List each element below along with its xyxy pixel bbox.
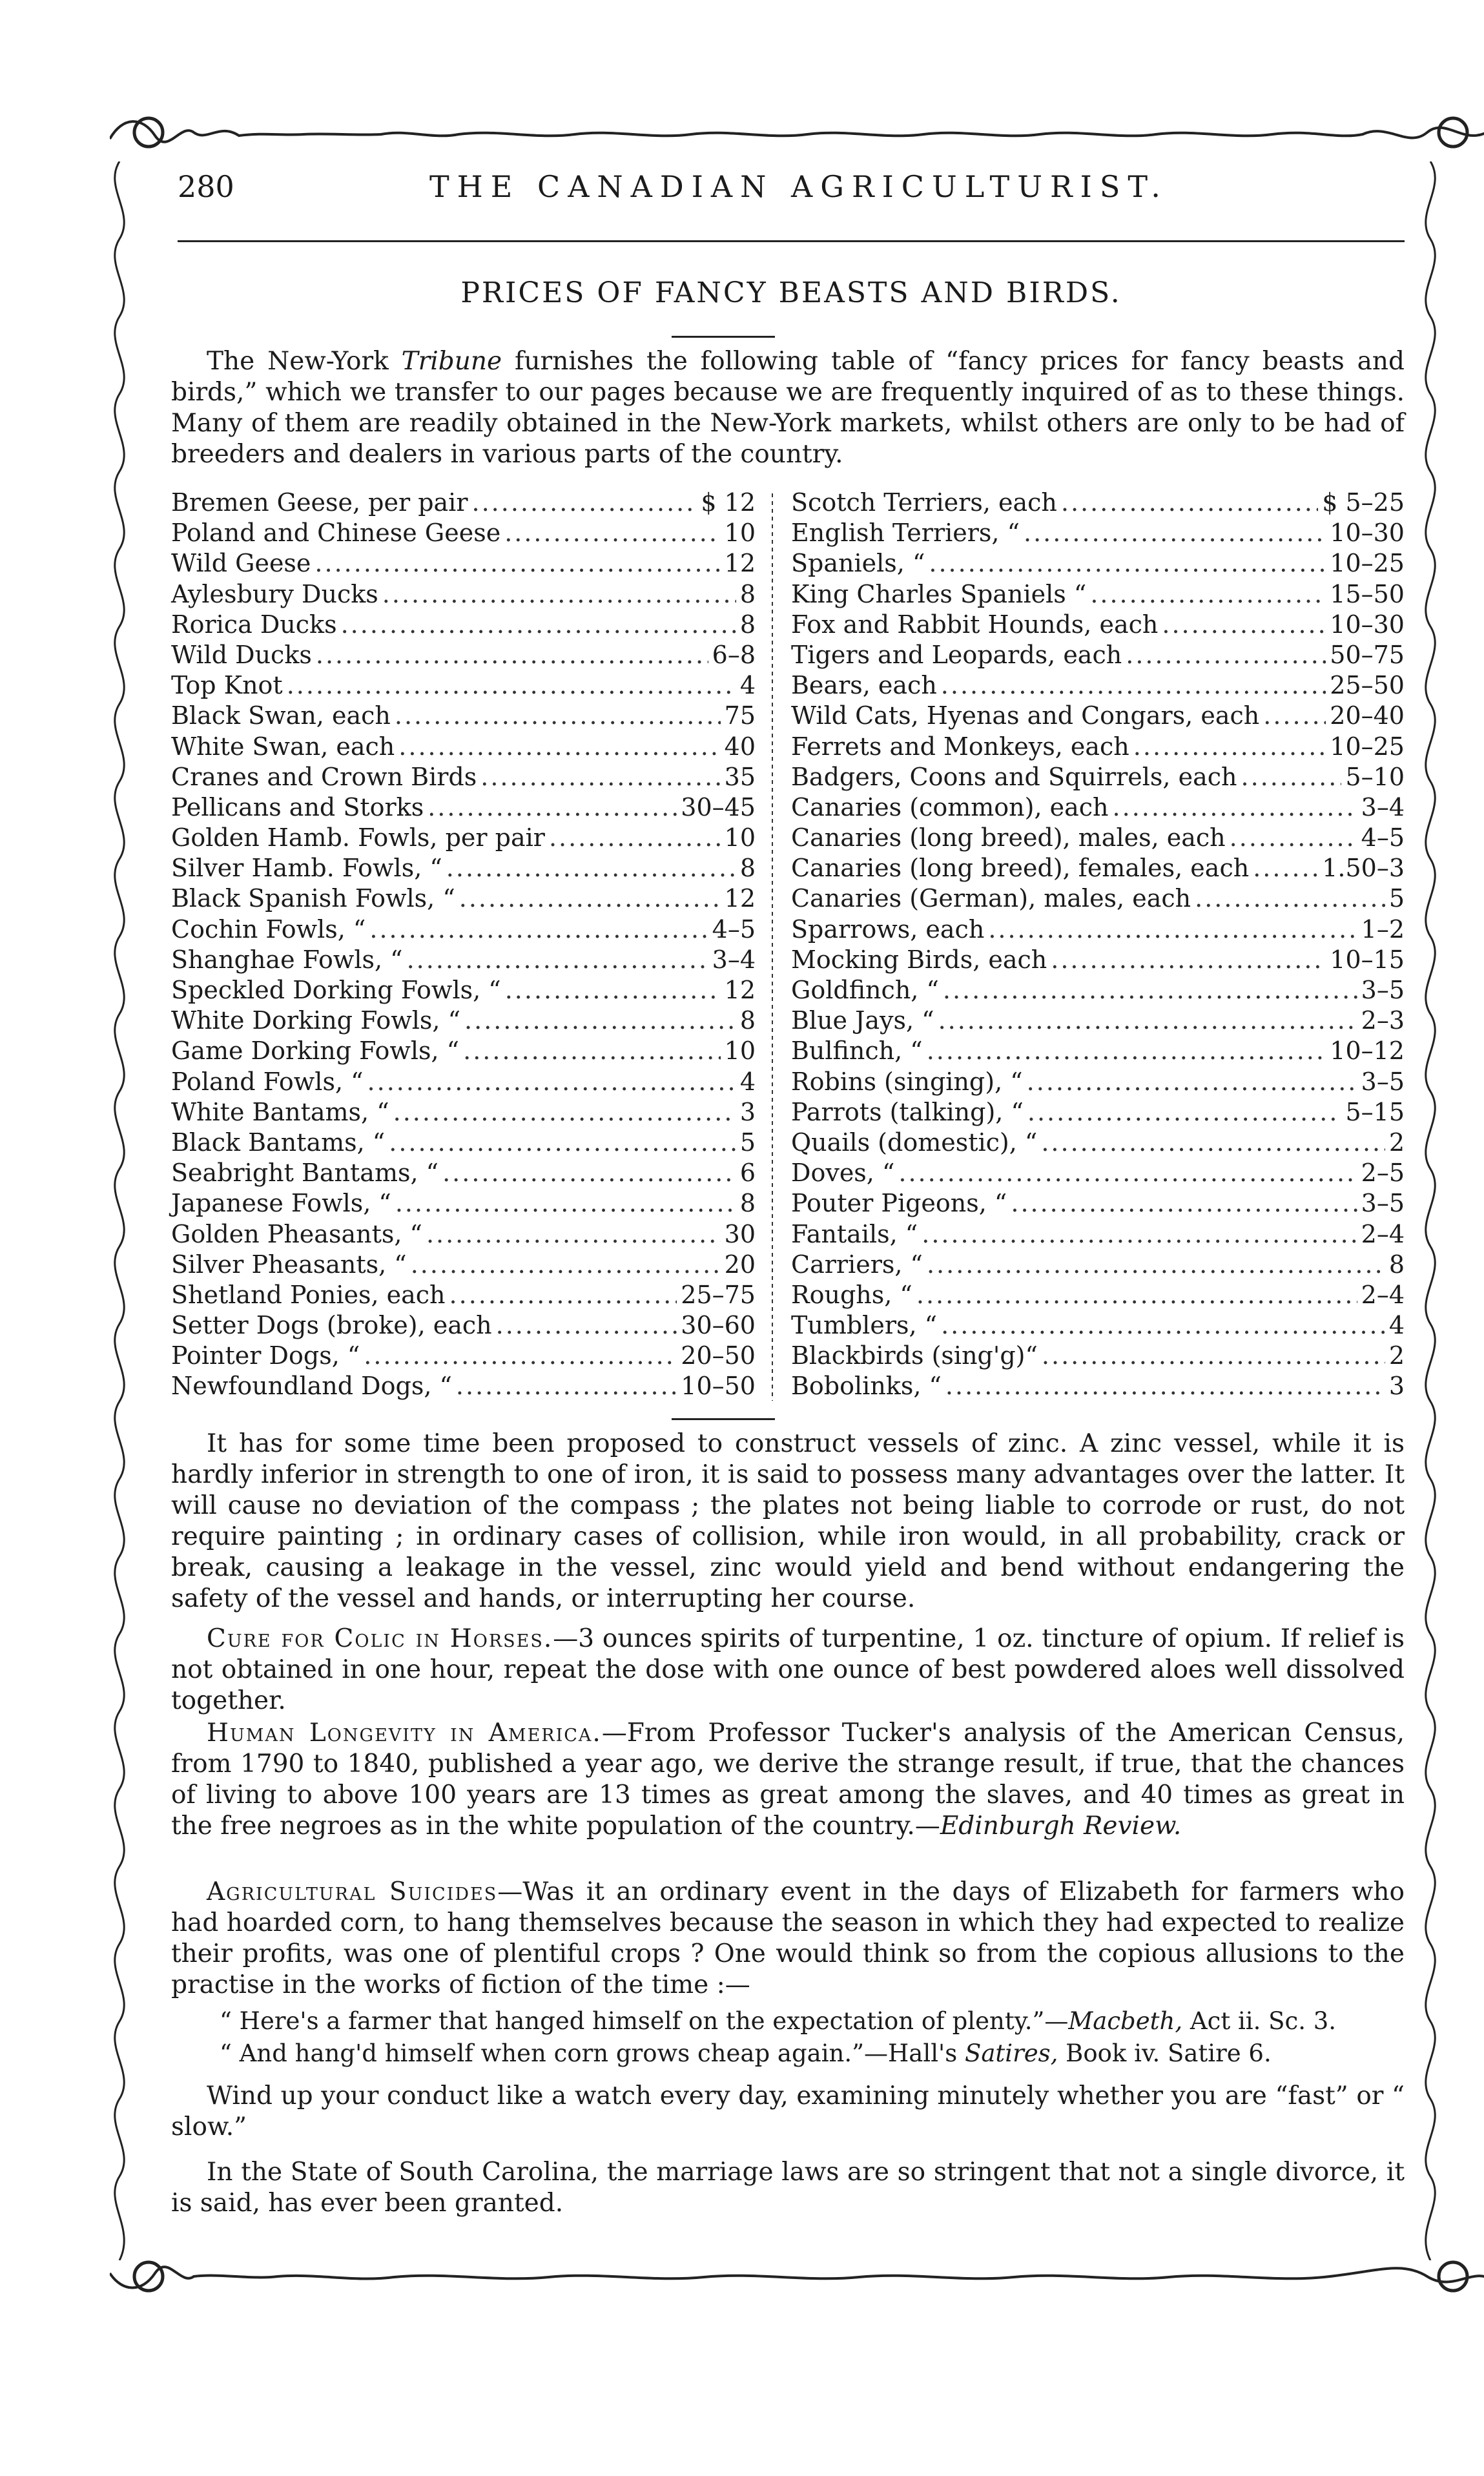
item-name: Fantails, “ [791,1219,918,1248]
dot-leader [898,1159,1357,1187]
suicides-heading: Agricultural Suicides [207,1877,498,1906]
item-price: 12 [724,549,756,578]
price-row [171,976,756,1006]
price-row [171,1281,756,1311]
dot-leader [1230,823,1357,852]
item-name: Canaries (long breed), females, each [791,854,1250,883]
title-rule [672,336,775,338]
dot-leader [929,549,1326,577]
page-number: 280 [178,169,234,204]
price-row [791,1189,1405,1219]
dot-leader [369,915,708,944]
item-price: 25–75 [681,1280,756,1309]
price-row [171,1128,756,1159]
item-price: 4 [1388,1311,1405,1340]
item-name: Spaniels, “ [791,549,925,578]
dot-leader [1027,1068,1357,1096]
dot-leader [941,1311,1385,1339]
item-name: Wild Ducks [171,640,312,669]
dot-leader [505,976,721,1004]
page-header [178,169,1405,208]
dot-leader [442,1159,736,1187]
item-name: Goldfinch, “ [791,976,939,1004]
item-price: 15–50 [1330,579,1405,608]
item-price: 25–50 [1330,671,1405,700]
price-row [171,1037,756,1067]
price-row [171,915,756,945]
item-price: 8 [739,854,756,883]
item-name: Black Swan, each [171,701,391,730]
price-row [791,1220,1405,1250]
dot-leader [1011,1189,1357,1217]
price-row [791,671,1405,701]
article-title: PRICES OF FANCY BEASTS AND BIRDS. [460,276,1122,309]
price-row [171,1189,756,1219]
item-name: Badgers, Coons and Squirrels, each [791,762,1237,791]
longevity-paragraph [171,1718,1405,1842]
item-price: 2–4 [1361,1280,1405,1309]
price-row [171,1068,756,1098]
dot-leader [943,976,1357,1004]
dot-leader [411,1250,721,1279]
item-name: Canaries (common), each [791,792,1109,821]
item-price: 1–2 [1361,914,1405,944]
item-name: Carriers, “ [791,1250,923,1279]
item-name: Fox and Rabbit Hounds, each [791,610,1159,639]
price-row [791,1250,1405,1281]
intro-text-end: furnishes the following table of “fancy prices for fancy beasts and birds,” which we transfer to our pages because we are frequently inquired of as to these things. Many of them are readily obtained in the New-York markets, whilst others are only to be had of breeders and dealers in various parts of the country. [171,347,1405,469]
item-name: Pellicans and Storks [171,792,424,821]
dot-leader [472,488,697,517]
item-name: Quails (domestic), “ [791,1128,1038,1157]
longevity-heading: Human Longevity in America. [207,1718,602,1748]
price-row [171,641,756,671]
item-price: 3 [1388,1372,1405,1401]
quote-macbeth [220,2006,1408,2037]
price-row [171,519,756,549]
price-row [171,793,756,823]
item-price: 4 [739,671,756,700]
price-row [791,1159,1405,1189]
quote-hall-text: “ And hang'd himself when corn grows cheap again.”—Hall's [220,2039,965,2067]
dot-leader [314,549,720,577]
price-row [791,793,1405,823]
item-price: 35 [724,762,756,791]
item-name: Game Dorking Fowls, “ [171,1037,460,1066]
dot-leader [389,1128,736,1157]
price-row [171,884,756,914]
dot-leader [1090,580,1326,608]
item-name: Poland and Chinese Geese [171,519,501,548]
dot-leader [395,701,721,730]
price-row [791,519,1405,549]
item-price: 30–60 [681,1311,756,1340]
dot-leader [945,1372,1385,1400]
dot-leader [395,1189,736,1217]
item-price: 50–75 [1330,640,1405,669]
item-name: Blackbirds (sing'g)“ [791,1341,1038,1370]
item-name: Silver Hamb. Fowls, “ [171,854,442,883]
item-name: Shanghae Fowls, “ [171,945,403,974]
price-row [791,1281,1405,1311]
item-price: 2–3 [1361,1006,1405,1035]
item-price: 5 [739,1128,756,1157]
section-rule [672,1418,775,1420]
item-name: Cochin Fowls, “ [171,914,366,944]
price-row [791,854,1405,884]
price-row [171,671,756,701]
item-name: Black Bantams, “ [171,1128,386,1157]
price-row [171,610,756,641]
item-name: Sparrows, each [791,914,985,944]
price-row [791,823,1405,854]
item-price: 2 [1388,1341,1405,1370]
price-row [791,1037,1405,1067]
item-price: 8 [739,579,756,608]
dot-leader [341,610,736,639]
price-row [791,1006,1405,1037]
item-price: 30–45 [681,792,756,821]
dot-leader [428,793,677,821]
item-price: 30 [724,1219,756,1248]
dot-leader [1061,488,1318,517]
item-price: 5–10 [1345,762,1405,791]
quote-macbeth-source: Macbeth, [1068,2007,1183,2035]
item-price: 10 [724,823,756,852]
dot-leader [1253,854,1318,882]
item-price: 3 [739,1097,756,1126]
item-price: 4 [739,1067,756,1096]
item-price: 8 [739,1189,756,1218]
dot-leader [927,1250,1385,1279]
item-price: 3–4 [712,945,756,974]
dot-leader [1113,793,1357,821]
item-price: 10 [724,1037,756,1066]
carolina-paragraph: In the State of South Carolina, the marriage laws are so stringent that not a single divorce, it is said, has ever been granted. [171,2158,1405,2218]
suicides-body: —Was it an ordinary event in the days of Elizabeth for farmers who had hoarded corn, to hang themselves because the season in which they had expected to realize their profits, was one of plentiful crops ? One would think so from the copious allusions to the practise in the works of fiction of the time :— [171,1877,1405,1999]
item-price: 5 [1388,884,1405,913]
item-name: English Terriers, “ [791,519,1020,548]
dot-leader [287,671,736,699]
item-name: Japanese Fowls, “ [171,1189,391,1218]
dot-leader [916,1281,1357,1309]
price-row [791,701,1405,732]
dot-leader [1263,701,1326,730]
price-row [791,1372,1405,1402]
price-row [171,823,756,854]
price-row [791,915,1405,945]
item-name: Doves, “ [791,1159,895,1188]
dot-leader [459,884,721,913]
price-row [791,641,1405,671]
item-name: Pouter Pigeons, “ [791,1189,1007,1218]
price-row [171,1098,756,1128]
quote-hall-ref: Book iv. Satire 6. [1058,2039,1272,2067]
suicides-paragraph [171,1877,1405,2001]
item-price: 20 [724,1250,756,1279]
item-name: Aylesbury Ducks [171,579,378,608]
item-price: 12 [724,976,756,1004]
item-name: Wild Geese [171,549,311,578]
price-row [791,976,1405,1006]
item-price: 6 [739,1159,756,1188]
dot-leader [393,1098,736,1126]
item-name: Tumblers, “ [791,1311,938,1340]
colic-heading: Cure for Colic in Horses. [207,1624,553,1653]
dot-leader [446,854,736,882]
item-name: Cranes and Crown Birds [171,762,477,791]
item-price: 4–5 [712,914,756,944]
dot-leader [480,763,720,791]
item-price: 40 [724,732,756,761]
dot-leader [1051,945,1326,974]
item-name: Mocking Birds, each [791,945,1047,974]
item-price: 8 [739,1006,756,1035]
ornamental-border-right [1408,161,1453,2260]
item-name: Bears, each [791,671,937,700]
dot-leader [1126,641,1326,669]
item-name: Bobolinks, “ [791,1372,942,1401]
item-price: 8 [739,610,756,639]
item-price: 10 [724,519,756,548]
item-price: 20–50 [681,1341,756,1370]
dot-leader [449,1281,677,1309]
price-column-left [171,488,756,1403]
item-price: 10–12 [1330,1037,1405,1066]
item-name: Seabright Bantams, “ [171,1159,439,1188]
zinc-paragraph: It has for some time been proposed to construct vessels of zinc. A zinc vessel, while it is hardly inferior in strength to one of iron, it is said to possess many advantages over the latter. It will cause no deviation of the compass ; the plates not being liable to corrode or rust, do not require painting ; in ordinary cases of collision, while iron would, in all probability, crack or break, causing a leakage in the vessel, zinc would yield and bend without endangering the safety of the vessel and hands, or interrupting her course. [171,1429,1405,1613]
item-price: 20–40 [1330,701,1405,730]
item-price: 1.50–3 [1322,854,1405,883]
price-row [171,1341,756,1372]
item-price: 75 [724,701,756,730]
price-row [171,945,756,976]
price-row [791,1098,1405,1128]
item-price: 2–5 [1361,1159,1405,1188]
item-price: 3–5 [1361,976,1405,1004]
item-name: Bremen Geese, per pair [171,488,468,517]
item-price: $ 12 [701,488,756,517]
ornamental-border-top [110,110,1484,155]
dot-leader [316,641,708,669]
item-price: 10–25 [1330,549,1405,578]
item-price: 4–5 [1361,823,1405,852]
dot-leader [938,1006,1357,1035]
item-price: 3–4 [1361,792,1405,821]
item-name: White Bantams, “ [171,1097,389,1126]
item-price: $ 5–25 [1322,488,1405,517]
price-row [171,701,756,732]
item-price: 5–15 [1345,1097,1405,1126]
dot-leader [1133,732,1326,761]
item-name: Bulfinch, “ [791,1037,923,1066]
dot-leader [988,915,1357,944]
item-name: Parrots (talking), “ [791,1097,1024,1126]
dot-leader [463,1037,721,1065]
item-name: White Swan, each [171,732,395,761]
item-price: 2 [1388,1128,1405,1157]
dot-leader [367,1068,736,1096]
colic-paragraph [171,1624,1405,1717]
price-row [171,1006,756,1037]
item-name: Rorica Ducks [171,610,337,639]
price-row [791,945,1405,976]
item-price: 3–5 [1361,1067,1405,1096]
price-row [791,488,1405,519]
price-row [791,549,1405,579]
item-name: Pointer Dogs, “ [171,1341,360,1370]
price-row [171,580,756,610]
dot-leader [407,945,708,974]
price-row [791,1341,1405,1372]
dot-leader [426,1220,721,1248]
dot-leader [496,1311,677,1339]
longevity-body: —From Professor Tucker's analysis of the American Census, from 1790 to 1840, published a year ago, we derive the strange result, if true, that the chances of living to above 100 years are 13 times as great among the slaves, and 40 times as great in the free negroes as in the white population of the country.— [171,1718,1405,1841]
price-row [791,884,1405,914]
ornamental-border-bottom [110,2254,1484,2299]
price-row [171,549,756,579]
dot-leader [941,671,1326,699]
longevity-source: Edinburgh Review. [940,1811,1182,1841]
item-price: 3–5 [1361,1189,1405,1218]
quote-hall [220,2038,1408,2069]
intro-text-start: The New-York [207,347,402,376]
dot-leader [927,1037,1326,1065]
running-title: THE CANADIAN AGRICULTURIST. [429,169,1168,204]
item-name: Roughs, “ [791,1280,912,1309]
item-price: 10–30 [1330,610,1405,639]
item-price: 6–8 [712,640,756,669]
dot-leader [1042,1341,1385,1370]
item-name: Newfoundland Dogs, “ [171,1372,452,1401]
item-name: Golden Pheasants, “ [171,1219,422,1248]
price-row [171,488,756,519]
price-row [171,1220,756,1250]
watch-paragraph: Wind up your conduct like a watch every day, examining minutely whether you are “fast” or “ slow.” [171,2081,1405,2141]
price-column-right [791,488,1405,1403]
dot-leader [1024,519,1326,547]
colic-body: —3 ounces spirits of turpentine, 1 oz. tincture of opium. If relief is not obtained in one hour, repeat the dose with one ounce of best powdered aloes well dissolved together. [171,1624,1405,1715]
item-name: Silver Pheasants, “ [171,1250,407,1279]
dot-leader [1195,884,1385,913]
item-price: 8 [1388,1250,1405,1279]
dot-leader [398,732,720,761]
dot-leader [1027,1098,1342,1126]
dot-leader [549,823,721,852]
item-name: Black Spanish Fowls, “ [171,884,455,913]
quote-macbeth-ref: Act ii. Sc. 3. [1182,2007,1337,2035]
dot-leader [922,1220,1357,1248]
price-row [791,1128,1405,1159]
item-price: 10–30 [1330,519,1405,548]
item-name: Tigers and Leopards, each [791,640,1122,669]
price-row [171,1311,756,1341]
header-rule [178,240,1405,242]
item-name: Canaries (German), males, each [791,884,1191,913]
item-name: Scotch Terriers, each [791,488,1057,517]
item-name: Golden Hamb. Fowls, per pair [171,823,545,852]
price-row [791,732,1405,763]
price-row [791,610,1405,641]
column-divider [772,493,773,1401]
item-price: 12 [724,884,756,913]
item-name: White Dorking Fowls, “ [171,1006,461,1035]
item-name: Poland Fowls, “ [171,1067,364,1096]
item-name: Robins (singing), “ [791,1067,1023,1096]
price-row [171,854,756,884]
dot-leader [364,1341,677,1370]
price-row [171,1159,756,1189]
item-price: 10–15 [1330,945,1405,974]
quote-hall-source: Satires, [964,2039,1058,2067]
intro-paragraph [171,346,1405,470]
price-row [171,1250,756,1281]
dot-leader [456,1372,677,1400]
dot-leader [464,1006,736,1035]
price-row [791,1068,1405,1098]
dot-leader [1041,1128,1385,1157]
item-name: Top Knot [171,671,283,700]
item-name: Shetland Ponies, each [171,1280,446,1309]
item-name: Ferrets and Monkeys, each [791,732,1129,761]
dot-leader [382,580,736,608]
item-price: 10–50 [681,1372,756,1401]
item-name: Canaries (long breed), males, each [791,823,1226,852]
price-table [171,488,1405,1404]
dot-leader [1241,763,1341,791]
item-name: Speckled Dorking Fowls, “ [171,976,501,1004]
item-name: Wild Cats, Hyenas and Congars, each [791,701,1260,730]
item-name: King Charles Spaniels “ [791,579,1087,608]
price-row [171,732,756,763]
price-row [791,1311,1405,1341]
intro-source: Tribune [401,347,502,376]
ornamental-border-left [97,161,142,2260]
item-price: 2–4 [1361,1219,1405,1248]
dot-leader [504,519,720,547]
item-name: Setter Dogs (broke), each [171,1311,492,1340]
price-row [791,580,1405,610]
dot-leader [1162,610,1326,639]
price-row [791,763,1405,793]
item-name: Blue Jays, “ [791,1006,934,1035]
price-row [171,763,756,793]
price-row [171,1372,756,1402]
item-price: 10–25 [1330,732,1405,761]
quote-macbeth-text: “ Here's a farmer that hanged himself on the expectation of plenty.”— [220,2007,1069,2035]
